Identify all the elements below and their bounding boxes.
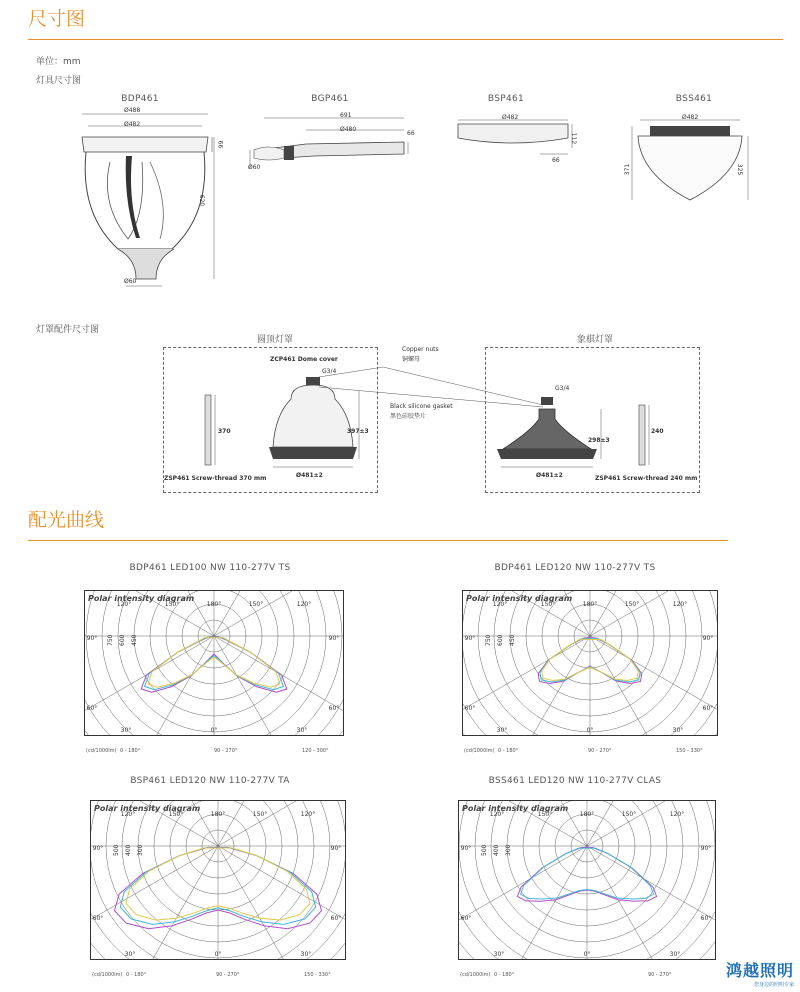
angle-label: 30°	[493, 951, 505, 958]
legend-item: 0 - 180°	[120, 748, 141, 754]
dim-label: Ø488	[124, 107, 141, 114]
angle-label: 0°	[214, 951, 222, 958]
left-rod-label: ZSP461 Screw-thread 370 mm	[164, 475, 267, 482]
angle-label: 90°	[86, 635, 98, 642]
angle-label: 90°	[464, 635, 476, 642]
dome-diameter: Ø481±2	[296, 472, 323, 479]
dome-cover-title: 圆顶灯罩	[235, 332, 315, 345]
fixture-model-bss461: BSS461	[675, 94, 713, 104]
copper-nuts-label: Copper nuts	[402, 346, 439, 353]
left-rod-height: 370	[218, 428, 231, 435]
legend-item: 0 - 180°	[494, 972, 515, 978]
scale-label: 400	[493, 844, 500, 856]
scale-label: 500	[481, 844, 488, 856]
angle-label: 30°	[496, 727, 508, 734]
unit-label: (cd/1000lm)	[92, 972, 123, 978]
legend-item: 90 - 270°	[216, 972, 240, 978]
dim-label: 66	[216, 140, 224, 149]
angle-label: 30°	[124, 951, 136, 958]
angle-label: 90°	[328, 635, 340, 642]
angle-label: 90°	[702, 635, 714, 642]
polar-grid	[458, 800, 716, 960]
right-rod-label: ZSP461 Screw-thread 240 mm	[595, 475, 698, 482]
polar-grid	[462, 590, 718, 736]
dim-label: 371	[624, 163, 632, 176]
fixture-model-bsp461: BSP461	[487, 94, 525, 104]
angle-label: 180°	[579, 811, 595, 818]
angle-label: 0°	[586, 727, 594, 734]
scale-label: 300	[137, 844, 144, 856]
angle-label: 120°	[116, 601, 132, 608]
angle-label: 120°	[672, 601, 688, 608]
diagram-caption: BSP461 LED120 NW 110-277V TA	[130, 776, 290, 786]
polar-intensity-diagram	[84, 590, 344, 754]
dim-label: Ø480	[340, 126, 357, 133]
angle-label: 150°	[621, 811, 637, 818]
copper-nuts-label-zh: 铜螺母	[402, 356, 421, 363]
angle-label: 0°	[583, 951, 591, 958]
dim-label: Ø482	[124, 121, 141, 128]
angle-label: 60°	[460, 915, 472, 922]
diagram-caption: BSS461 LED120 NW 110-277V CLAS	[488, 776, 662, 786]
angle-label: 150°	[164, 601, 180, 608]
angle-label: 30°	[669, 951, 681, 958]
angle-label: 120°	[669, 811, 685, 818]
gasket-label-zh: 黑色硅胶垫片	[390, 413, 427, 420]
polar-grid	[84, 590, 344, 736]
angle-label: 120°	[296, 601, 312, 608]
scale-label: 450	[509, 634, 516, 646]
fixture-model-bdp461: BDP461	[121, 94, 159, 104]
legend-item: 90 - 270°	[648, 972, 672, 978]
scale-label: 500	[113, 844, 120, 856]
dim-label: Ø482	[682, 114, 699, 121]
dome-height: 397±3	[347, 428, 369, 435]
unit-label: (cd/1000lm)	[464, 748, 495, 754]
unit-label: (cd/1000lm)	[86, 748, 117, 754]
thread-spec-right: G3/4	[555, 385, 570, 392]
angle-label: 90°	[330, 845, 342, 852]
angle-label: 120°	[492, 601, 508, 608]
right-rod-height: 240	[651, 428, 664, 435]
scale-label: 400	[125, 844, 132, 856]
accessory-dimension-caption: 灯罩配件尺寸图	[36, 325, 100, 335]
scale-label: 450	[131, 634, 138, 646]
angle-label: 60°	[328, 705, 340, 712]
dim-label: 691	[340, 112, 352, 119]
unit-label: (cd/1000lm)	[460, 972, 491, 978]
angle-label: 0°	[210, 727, 218, 734]
legend-item: 150 - 330°	[304, 972, 331, 978]
angle-label: 150°	[540, 601, 556, 608]
angle-label: 90°	[460, 845, 472, 852]
accessory-drawing	[163, 347, 703, 493]
fixture-model-bgp461: BGP461	[311, 94, 349, 104]
angle-label: 30°	[672, 727, 684, 734]
diagram-title: Polar intensity diagram	[88, 594, 195, 603]
polar-intensity-diagram	[458, 800, 716, 978]
angle-label: 120°	[120, 811, 136, 818]
polar-intensity-diagram	[90, 800, 346, 978]
scale-label: 750	[107, 634, 114, 646]
gasket-label: Black silicone gasket	[390, 403, 453, 410]
legend-item: 90 - 270°	[588, 748, 612, 754]
angle-label: 150°	[537, 811, 553, 818]
angle-label: 180°	[582, 601, 598, 608]
diagram-caption: BDP461 LED100 NW 110-277V TS	[129, 563, 291, 573]
section-divider	[28, 39, 783, 40]
section-title-dimensions: 尺寸图	[28, 8, 86, 30]
scale-label: 600	[497, 634, 504, 646]
angle-label: 30°	[300, 951, 312, 958]
unit-label: 单位：mm	[36, 57, 81, 67]
scale-label: 600	[119, 634, 126, 646]
angle-label: 60°	[330, 915, 342, 922]
dome-cover-label: ZCP461 Dome cover	[270, 356, 338, 363]
legend-item: 120 - 300°	[302, 748, 329, 754]
angle-label: 120°	[489, 811, 505, 818]
angle-label: 150°	[624, 601, 640, 608]
brand-name: 鸿越照明	[725, 961, 794, 980]
diagram-title: Polar intensity diagram	[94, 804, 201, 813]
angle-label: 90°	[700, 845, 712, 852]
dim-label: Ø60	[124, 278, 137, 285]
legend-item: 150 - 330°	[676, 748, 703, 754]
angle-label: 60°	[700, 915, 712, 922]
angle-label: 30°	[120, 727, 132, 734]
diagram-caption: BDP461 LED120 NW 110-277V TS	[494, 563, 656, 573]
angle-label: 60°	[702, 705, 714, 712]
diagram-title: Polar intensity diagram	[466, 594, 573, 603]
section-title-light-distribution: 配光曲线	[28, 509, 105, 531]
diagram-title: Polar intensity diagram	[462, 804, 569, 813]
brand-logo	[726, 958, 794, 988]
angle-label: 150°	[252, 811, 268, 818]
polar-grid	[90, 800, 346, 960]
dim-label: 66	[552, 157, 560, 164]
dim-label: 66	[407, 130, 415, 137]
angle-label: 120°	[300, 811, 316, 818]
angle-label: 30°	[296, 727, 308, 734]
legend-item: 0 - 180°	[498, 748, 519, 754]
dim-label: 112	[570, 132, 578, 145]
angle-label: 150°	[168, 811, 184, 818]
scale-label: 300	[505, 844, 512, 856]
angle-label: 90°	[92, 845, 104, 852]
chess-height: 298±3	[588, 437, 610, 444]
chess-diameter: Ø481±2	[536, 472, 563, 479]
fixture-dimension-caption: 灯具尺寸图	[36, 76, 82, 86]
fixture-drawing-bgp461	[244, 108, 424, 188]
angle-label: 180°	[210, 811, 226, 818]
angle-label: 150°	[248, 601, 264, 608]
legend-item: 90 - 270°	[214, 748, 238, 754]
legend-item: 0 - 180°	[126, 972, 147, 978]
angle-label: 60°	[464, 705, 476, 712]
section-divider	[28, 540, 728, 541]
angle-label: 180°	[206, 601, 222, 608]
fixture-drawing-bss461	[624, 108, 754, 208]
dim-label: Ø482	[502, 114, 519, 121]
dim-label: 620	[198, 194, 206, 207]
thread-spec-left: G3/4	[322, 368, 337, 375]
dim-label: Ø60	[248, 164, 261, 171]
dim-label: 325	[736, 163, 744, 176]
polar-intensity-diagram	[462, 590, 718, 754]
brand-tagline: 您身边的照明专家	[753, 982, 794, 988]
scale-label: 750	[485, 634, 492, 646]
angle-label: 60°	[92, 915, 104, 922]
chess-cover-title: 象棋灯罩	[555, 332, 635, 345]
angle-label: 60°	[86, 705, 98, 712]
